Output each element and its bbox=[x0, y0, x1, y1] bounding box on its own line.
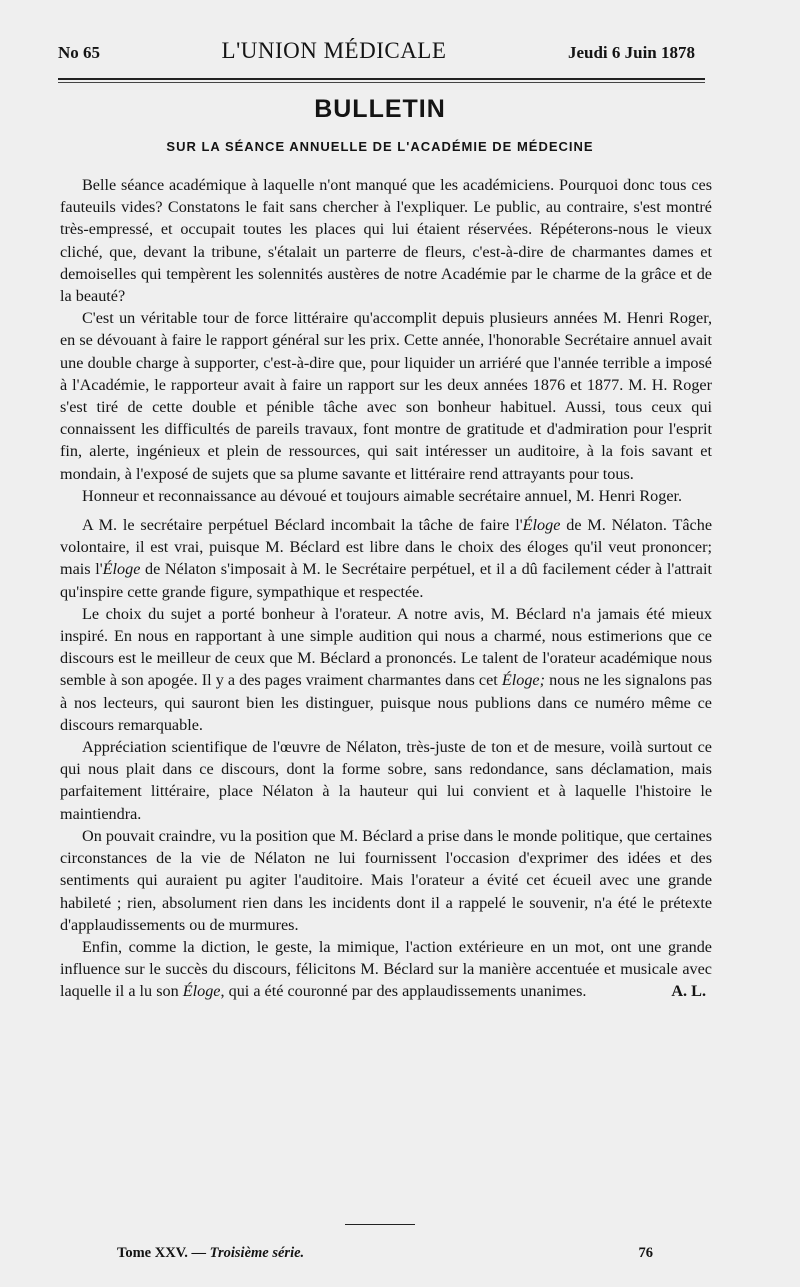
tome-label: Tome XXV. — bbox=[117, 1245, 210, 1261]
issue-number: No 65 bbox=[58, 43, 101, 62]
p4-text-a: A M. le secrétaire perpétuel Béclard incombait la tâche de faire l' bbox=[82, 516, 523, 535]
p8-text-b: , qui a été couronné par des applaudissements unanimes. bbox=[220, 982, 587, 1001]
section-subtitle: SUR LA SÉANCE ANNUELLE DE L'ACADÉMIE DE MÉDECINE bbox=[166, 139, 594, 154]
article-body bbox=[60, 174, 712, 1003]
paragraph-2: C'est un véritable tour de force littéraire qu'accomplit depuis plusieurs années M. Henri Roger, en se dévouant à faire le rapport général sur les prix. Cette année, l'honorable Secrétaire annuel avait une double charge à supporter, c'est-à-dire que, pour liquider un arriéré que l'année terrible a imposé à l'Académie, le rapporteur avait à faire un rapport sur les deux années 1876 et 1877. M. H. Roger s'est tiré de cette double et pénible tâche avec son bonheur habituel. Aussi, tous ceux qui connaissent les difficultés de pareils travaux, font montre de gratitude et d'admiration pour l'esprit fin, alerte, ingénieux et plein de ressources, qui sait intéresser un auditoire, à la fois savant et mondain, à l'exposé de sujets que sa plume savante et littéraire rend attrayants pour tous. bbox=[60, 309, 712, 483]
section-title: BULLETIN bbox=[314, 95, 446, 123]
p5-text-b: nous ne les signalons pas à nos lecteurs, qui sauront bien les distinguer, puisque nous publions dans ce numéro même ce discours remarquable. bbox=[60, 671, 712, 734]
paragraph-3: Honneur et reconnaissance au dévoué et toujours aimable secrétaire annuel, M. Henri Roger. bbox=[82, 486, 683, 505]
journal-title: L'UNION MÉDICALE bbox=[221, 38, 447, 63]
footer-rule bbox=[345, 1224, 415, 1225]
header-rule-thin bbox=[58, 82, 705, 83]
author-signature: A. L. bbox=[671, 982, 706, 1001]
p4-text-b: de M. Nélaton. Tâche volontaire, il est vrai, puisque M. Béclard est libre dans le choix des éloges qu'il veut prononcer; mais l' bbox=[60, 516, 713, 579]
paragraph-6: Appréciation scientifique de l'œuvre de Nélaton, très-juste de ton et de mesure, voilà surtout ce qui nous plait dans ce discours, dont la forme sobre, sans redondance, sans déclamation, mais parfaitement littéraire, place Nélaton à la hauteur qui lui convient et à laquelle l'histoire le maintiendra. bbox=[60, 738, 712, 823]
p8-text-a: Enfin, comme la diction, le geste, la mimique, l'action extérieure en un mot, ont une grande influence sur le succès du discours, félicitons M. Béclard sur la manière accentuée et musicale avec laquelle il a lu son bbox=[60, 937, 712, 1001]
issue-date: Jeudi 6 Juin 1878 bbox=[567, 43, 695, 62]
series-label: Troisième série. bbox=[209, 1245, 305, 1261]
p4-eloge-1: Éloge bbox=[522, 516, 561, 535]
p8-eloge: Éloge bbox=[182, 982, 221, 1001]
p5-text-a: Le choix du sujet a porté bonheur à l'orateur. A notre avis, M. Béclard n'a jamais été mieux inspiré. En nous en rapportant à une simple audition qui nous a charmé, nous estimerions que ce discours est le meilleur de ceux que M. Béclard a prononcés. Le talent de l'orateur académique nous semble à son apogée. Il y a des pages vraiment charmantes dans cet bbox=[60, 604, 712, 690]
header-rule bbox=[58, 78, 705, 80]
paragraph-1: Belle séance académique à laquelle n'ont manqué que les académiciens. Pourquoi donc tous ces fauteuils vides? Constatons le fait sans chercher à l'expliquer. Le public, au contraire, s'est montré très-empressé, et occupait toutes les places qui lui étaient réservées. Répéterons-nous le vieux cliché, que, devant la tribune, s'étalait un parterre de fleurs, c'est-à-dire de charmantes dames et demoiselles qui tempèrent les solennités austères de notre Académie par le charme de la grâce et de la beauté? bbox=[60, 176, 712, 306]
p5-eloge: Éloge; bbox=[501, 671, 546, 690]
p4-text-c: de Nélaton s'imposait à M. le Secrétaire perpétuel, et il a dû facilement céder à l'attrait qu'inspire cette grande figure, sympathique et respectée. bbox=[60, 560, 712, 601]
paragraph-8 bbox=[60, 936, 712, 1003]
page-footer bbox=[117, 1245, 653, 1262]
volume-info bbox=[117, 1245, 304, 1262]
paragraph-4 bbox=[60, 514, 712, 603]
p4-eloge-2: Éloge bbox=[102, 560, 141, 579]
page-number: 76 bbox=[638, 1245, 653, 1261]
paragraph-7: On pouvait craindre, vu la position que M. Béclard a prise dans le monde politique, que certaines circonstances de la vie de Nélaton ne lui fournissent l'occasion d'exprimer des idées et des sentiments qui auraient pu agiter l'auditoire. Mais l'orateur a évité cet écueil avec une grande habileté ; rien, absolument rien dans les incidents dont il a rappelé le souvenir, n'a été le prétexte d'applaudissements ou de murmures. bbox=[60, 826, 712, 934]
paragraph-5 bbox=[60, 603, 712, 736]
page-header bbox=[58, 38, 695, 64]
